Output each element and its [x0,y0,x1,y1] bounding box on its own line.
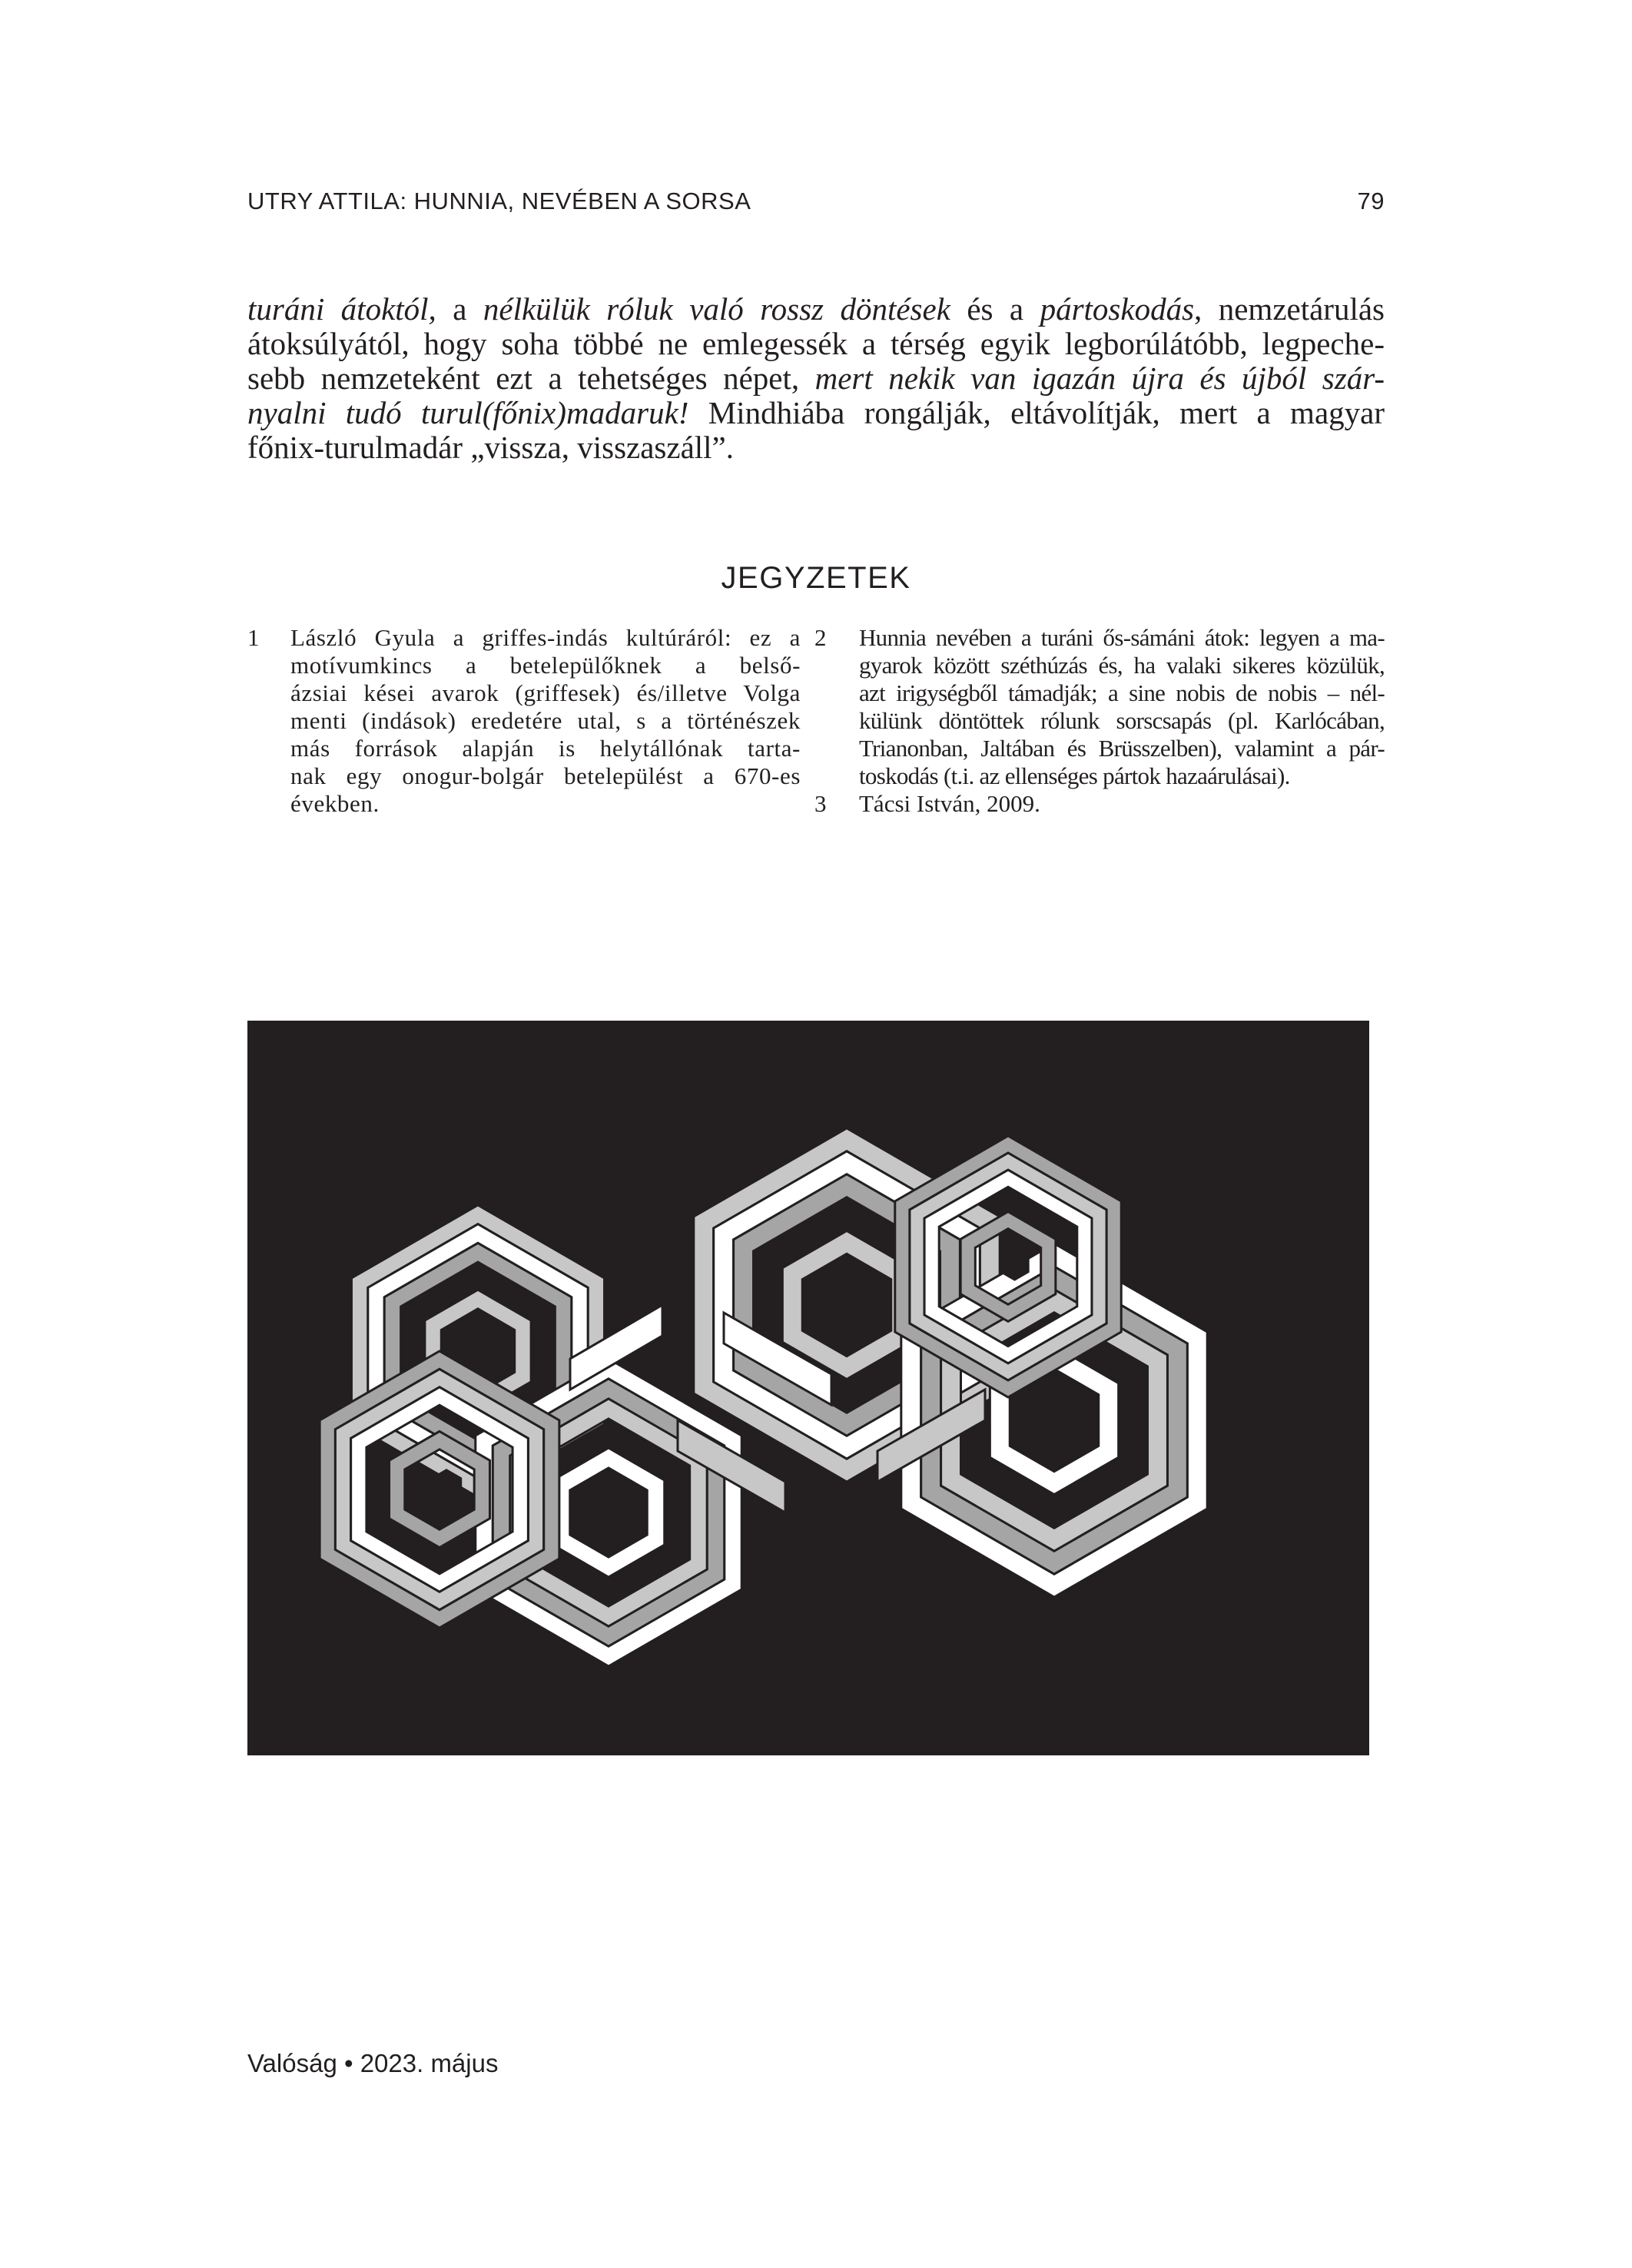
note-line: toskodás (t.i. az ellenséges pártok hazaárulásai). [859,762,1290,789]
note-number: 2 [814,624,827,651]
body-paragraph [247,292,1385,465]
note-line: motívumkincs a betelepülőknek a belső- [290,652,801,679]
note-line: gyarok között széthúzás és, ha valaki sikeres közülük, [859,652,1385,679]
note-3-number: 3 [814,790,827,817]
text-run: , nemzetárulás [1194,291,1385,327]
italic-phrase: nyalni tudó turul(főnix)madaruk! [247,395,689,430]
body-line: átoksúlyától, hogy soha többé ne emlegessék a térség egyik legborúlátóbb, legpeche- [247,326,1385,361]
italic-phrase: mert nekik van igazán újra és újból szár- [814,360,1385,396]
note-line: más források alapján is helytállónak tarta- [290,735,801,762]
note-line: években. [290,790,380,817]
notes-heading: JEGYZETEK [721,561,911,595]
hexagon-core-hole [470,1330,500,1366]
hexagon-knot-illustration [247,1021,1369,1755]
interlaced-hexagon-figure [247,1021,1369,1755]
body-line [247,292,1385,327]
note-line: ázsiai kései avarok (griffesek) és/illetve Volga [290,679,801,706]
body-line: főnix-turulmadár „vissza, visszaszáll”. [247,430,734,465]
page-footer: Valóság • 2023. május [247,2049,499,2077]
note-line: azt irigységből támadják; a sine nobis de nobis – nél- [859,679,1385,706]
running-head [247,188,1385,223]
note-number: 1 [247,624,260,651]
note-line: Hunnia nevében a turáni ős-sámáni átok: legyen a ma- [859,624,1385,651]
text-run: a [436,291,483,327]
note-line: külünk döntöttek rólunk sorscsapás (pl. Karlócában, [859,707,1385,734]
italic-phrase: pártoskodás [1040,291,1195,327]
note-line: Trianonban, Jaltában és Brüsszelben), valamint a pár- [859,735,1385,762]
body-line [247,361,1385,396]
note-line: menti (indások) eredetére utal, s a történészek [290,707,801,734]
note-3-text: Tácsi István, 2009. [859,790,1040,817]
running-title: UTRY ATTILA: HUNNIA, NEVÉBEN A SORSA [247,188,751,214]
note-text [290,624,801,818]
text-run: sebb nemzeteként ezt a tehetséges népet, [247,360,815,396]
body-line [247,396,1385,430]
note-text [859,624,1385,790]
text-run: és a [950,291,1040,327]
text-run: Mindhiába rongálják, eltávolítják, mert a magyar [688,395,1385,430]
hexagon-core-hole [432,1470,460,1503]
page-number: 79 [1357,188,1385,214]
hexagon-core-hole [1045,1396,1082,1438]
hexagon-core-hole [838,1280,874,1323]
hexagon-core-hole [1001,1248,1028,1280]
italic-phrase: nélkülük róluk való rossz döntések [483,291,950,327]
hexagon-core-hole [600,1491,632,1528]
note-line: László Gyula a griffes-indás kultúráról: ez a [290,624,801,651]
italic-phrase: turáni átoktól, [247,291,436,327]
note-line: nak egy onogur-bolgár betelepülést a 670-es [290,762,801,789]
